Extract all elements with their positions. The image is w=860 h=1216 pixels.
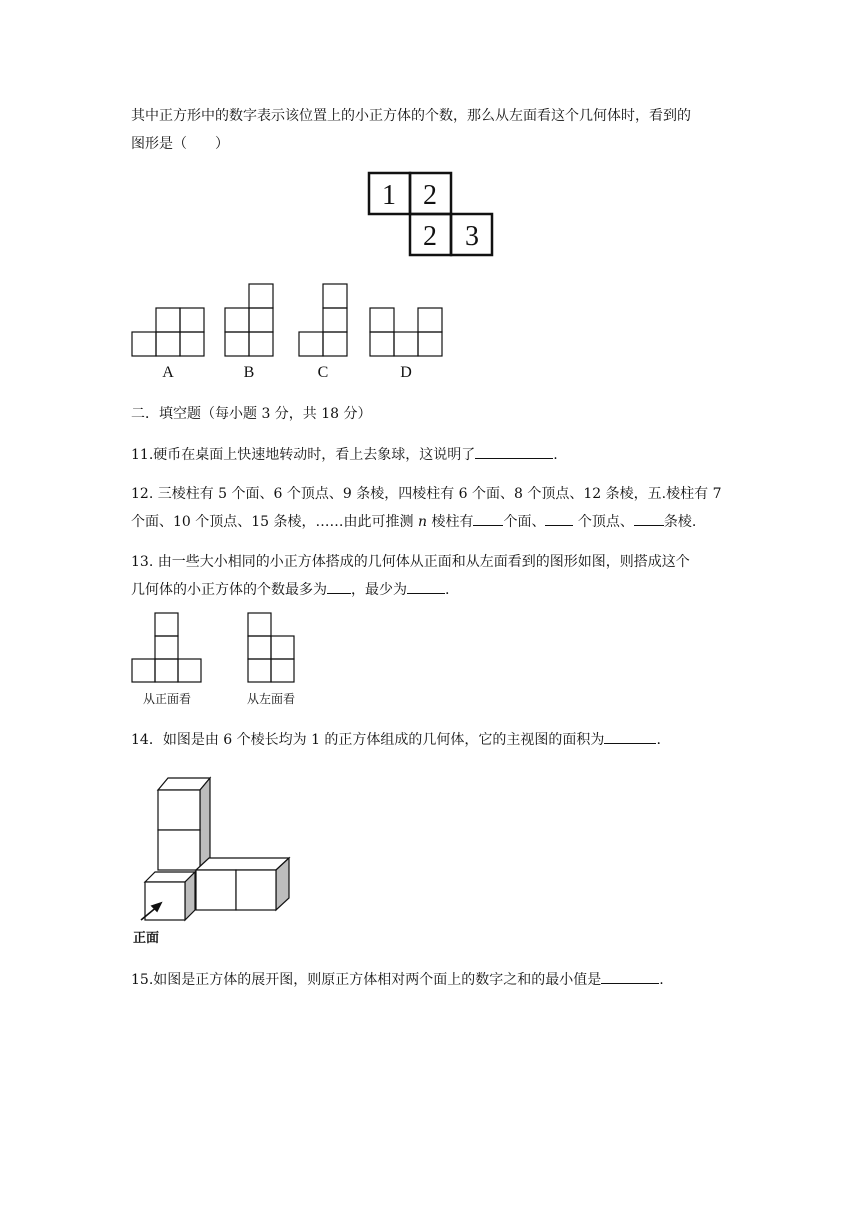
answer-blank xyxy=(473,511,503,526)
q14-end: . xyxy=(656,732,661,748)
option-c-shape xyxy=(299,284,347,356)
answer-blank xyxy=(604,729,656,744)
option-label-c: C xyxy=(317,364,329,381)
q13-text-a: 几何体的小正方体的个数最多为 xyxy=(131,582,327,598)
q14-cubes-figure xyxy=(131,772,311,947)
q14-text: 14．如图是由 6 个棱长均为 1 的正方体组成的几何体，它的主视图的面积为 xyxy=(131,732,605,748)
label-front: 正面 xyxy=(133,931,160,946)
q11 xyxy=(131,444,558,465)
q10-line2: 图形是（ ） xyxy=(131,136,229,152)
q15-text: 15.如图是正方体的展开图，则原正方体相对两个面上的数字之和的最小值是 xyxy=(131,972,602,988)
q12-text-d: 个顶点、 xyxy=(573,514,634,530)
grid-number: 2 xyxy=(423,221,437,252)
front-view-shape xyxy=(132,613,201,682)
q13-line1: 13. 由一些大小相同的小正方体搭成的几何体从正面和从左面看到的图形如图，则搭成这个 xyxy=(131,554,690,570)
q14 xyxy=(131,729,661,750)
q12-var: n xyxy=(417,514,428,530)
q12-text-a: 个面、10 个顶点、15 条棱，……由此可推测 xyxy=(131,514,418,530)
option-label-a: A xyxy=(162,364,174,381)
q13-line2 xyxy=(131,579,449,600)
q12-text-c: 个面、 xyxy=(503,514,546,530)
q12-line2 xyxy=(131,511,696,532)
q15 xyxy=(131,969,664,990)
q12-text-b: 棱柱有 xyxy=(427,514,474,530)
answer-blank xyxy=(634,511,664,526)
label-left-view: 从左面看 xyxy=(246,692,296,706)
option-b-shape xyxy=(225,284,273,356)
q13-text-b: ，最少为 xyxy=(351,582,407,598)
q10-options-figure xyxy=(131,283,461,383)
answer-blank xyxy=(407,579,445,594)
q13-views-figure xyxy=(131,613,311,708)
q13-text-c: . xyxy=(445,582,450,598)
option-a-shape xyxy=(132,308,204,356)
answer-blank xyxy=(475,444,553,459)
left-view-shape xyxy=(248,613,294,682)
option-label-d: D xyxy=(400,364,412,381)
answer-blank xyxy=(545,511,573,526)
q12-line1: 12. 三棱柱有 5 个面、6 个顶点、9 条棱，四棱柱有 6 个面、8 个顶点、12 条棱，五.棱柱有 7 xyxy=(131,486,722,502)
grid-number: 2 xyxy=(423,180,437,211)
q11-text: 11.硬币在桌面上快速地转动时，看上去象球，这说明了 xyxy=(131,447,476,463)
q15-end: . xyxy=(659,972,664,988)
q10-line1: 其中正方形中的数字表示该位置上的小正方体的个数，那么从左面看这个几何体时，看到的 xyxy=(131,108,691,124)
q11-end: . xyxy=(553,447,558,463)
label-front-view: 从正面看 xyxy=(142,692,192,706)
option-label-b: B xyxy=(243,364,255,381)
grid-number: 1 xyxy=(382,180,396,211)
answer-blank xyxy=(327,579,351,594)
section-title: 二．填空题（每小题 3 分，共 18 分） xyxy=(131,406,372,422)
grid-number: 3 xyxy=(465,221,479,252)
q12-text-e: 条棱. xyxy=(663,514,697,530)
answer-blank xyxy=(601,969,659,984)
option-d-shape xyxy=(370,308,442,356)
q10-number-grid xyxy=(368,172,498,262)
